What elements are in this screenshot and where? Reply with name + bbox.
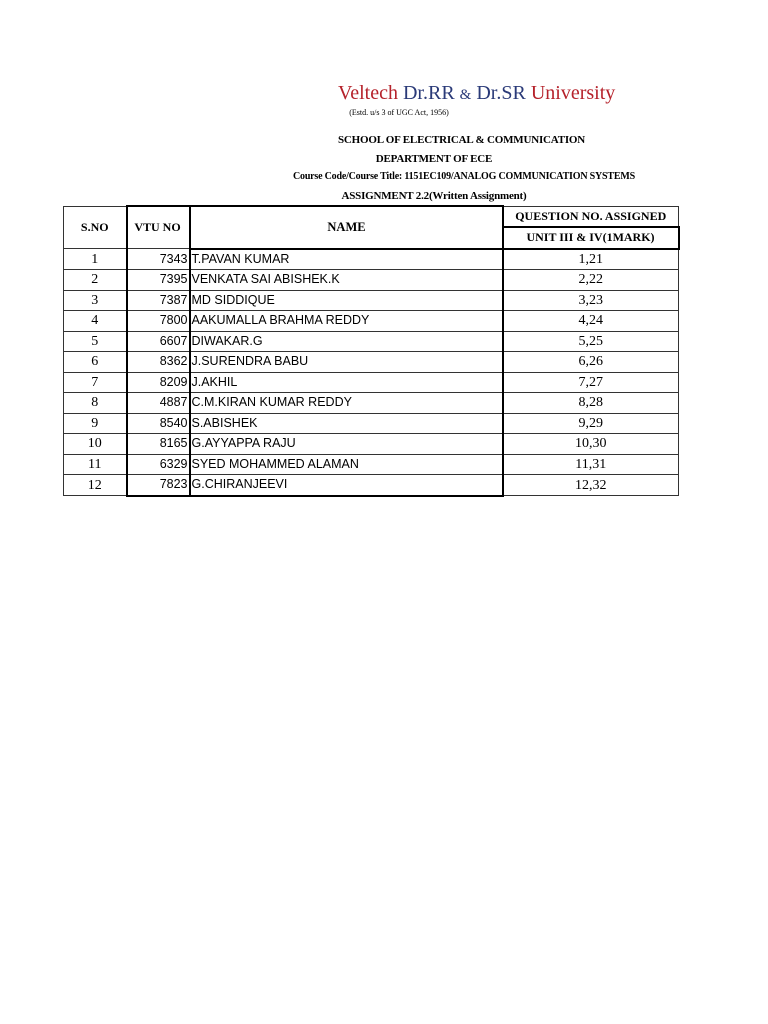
row-vtu: 7395 [127,270,190,291]
row-question: 4,24 [503,311,679,332]
row-name: T.PAVAN KUMAR [190,249,503,270]
row-question: 7,27 [503,372,679,393]
row-sno: 1 [64,249,127,270]
row-sno: 7 [64,372,127,393]
table-row [64,393,679,414]
table-row [64,475,679,496]
table-row [64,454,679,475]
row-vtu: 8165 [127,434,190,455]
row-sno: 3 [64,290,127,311]
table-row [64,331,679,352]
row-sno: 6 [64,352,127,373]
row-name: J.AKHIL [190,372,503,393]
row-question: 2,22 [503,270,679,291]
table-row [64,434,679,455]
table-row [64,372,679,393]
table-header-row [64,206,679,227]
row-name: VENKATA SAI ABISHEK.K [190,270,503,291]
row-question: 12,32 [503,475,679,496]
row-sno: 9 [64,413,127,434]
row-question: 10,30 [503,434,679,455]
assignment-title: ASSIGNMENT 2.2(Written Assignment) [341,190,527,202]
row-question: 8,28 [503,393,679,414]
row-sno: 5 [64,331,127,352]
university-logo-text [338,82,615,105]
row-name: DIWAKAR.G [190,331,503,352]
logo-ampersand: & [459,87,472,103]
table-row [64,270,679,291]
established-note: (Estd. u/s 3 of UGC Act, 1956) [349,108,449,117]
logo-veltech: Veltech [338,82,398,104]
logo-drsr: Dr.SR [476,82,526,104]
header-question: QUESTION NO. ASSIGNED [503,206,679,227]
school-title: SCHOOL OF ELECTRICAL & COMMUNICATION [337,134,586,146]
department-title: DEPARTMENT OF ECE [375,153,493,165]
row-question: 6,26 [503,352,679,373]
row-name: C.M.KIRAN KUMAR REDDY [190,393,503,414]
row-name: SYED MOHAMMED ALAMAN [190,454,503,475]
row-sno: 2 [64,270,127,291]
table-row [64,290,679,311]
row-question: 11,31 [503,454,679,475]
table-row [64,413,679,434]
course-title: Course Code/Course Title: 1151EC109/ANALOG COMMUNICATION SYSTEMS [293,171,635,182]
logo-drrr: Dr.RR [402,82,455,104]
row-sno: 11 [64,454,127,475]
row-question: 9,29 [503,413,679,434]
row-vtu: 7343 [127,249,190,270]
row-name: J.SURENDRA BABU [190,352,503,373]
row-sno: 12 [64,475,127,496]
table-row [64,249,679,270]
row-vtu: 7823 [127,475,190,496]
table-row [64,311,679,332]
row-name: S.ABISHEK [190,413,503,434]
row-vtu: 8540 [127,413,190,434]
row-name: AAKUMALLA BRAHMA REDDY [190,311,503,332]
assignment-table [63,205,680,497]
row-question: 1,21 [503,249,679,270]
header-vtu: VTU NO [127,206,190,249]
header-name: NAME [190,206,503,249]
row-sno: 4 [64,311,127,332]
table-row [64,352,679,373]
row-vtu: 4887 [127,393,190,414]
row-name: MD SIDDIQUE [190,290,503,311]
row-vtu: 8209 [127,372,190,393]
row-question: 3,23 [503,290,679,311]
row-question: 5,25 [503,331,679,352]
row-name: G.CHIRANJEEVI [190,475,503,496]
row-sno: 8 [64,393,127,414]
logo-university: University [530,82,616,104]
row-sno: 10 [64,434,127,455]
row-name: G.AYYAPPA RAJU [190,434,503,455]
header-sno: S.NO [64,206,127,249]
row-vtu: 7387 [127,290,190,311]
row-vtu: 8362 [127,352,190,373]
row-vtu: 6329 [127,454,190,475]
header-unit: UNIT III & IV(1MARK) [503,227,679,249]
row-vtu: 6607 [127,331,190,352]
row-vtu: 7800 [127,311,190,332]
